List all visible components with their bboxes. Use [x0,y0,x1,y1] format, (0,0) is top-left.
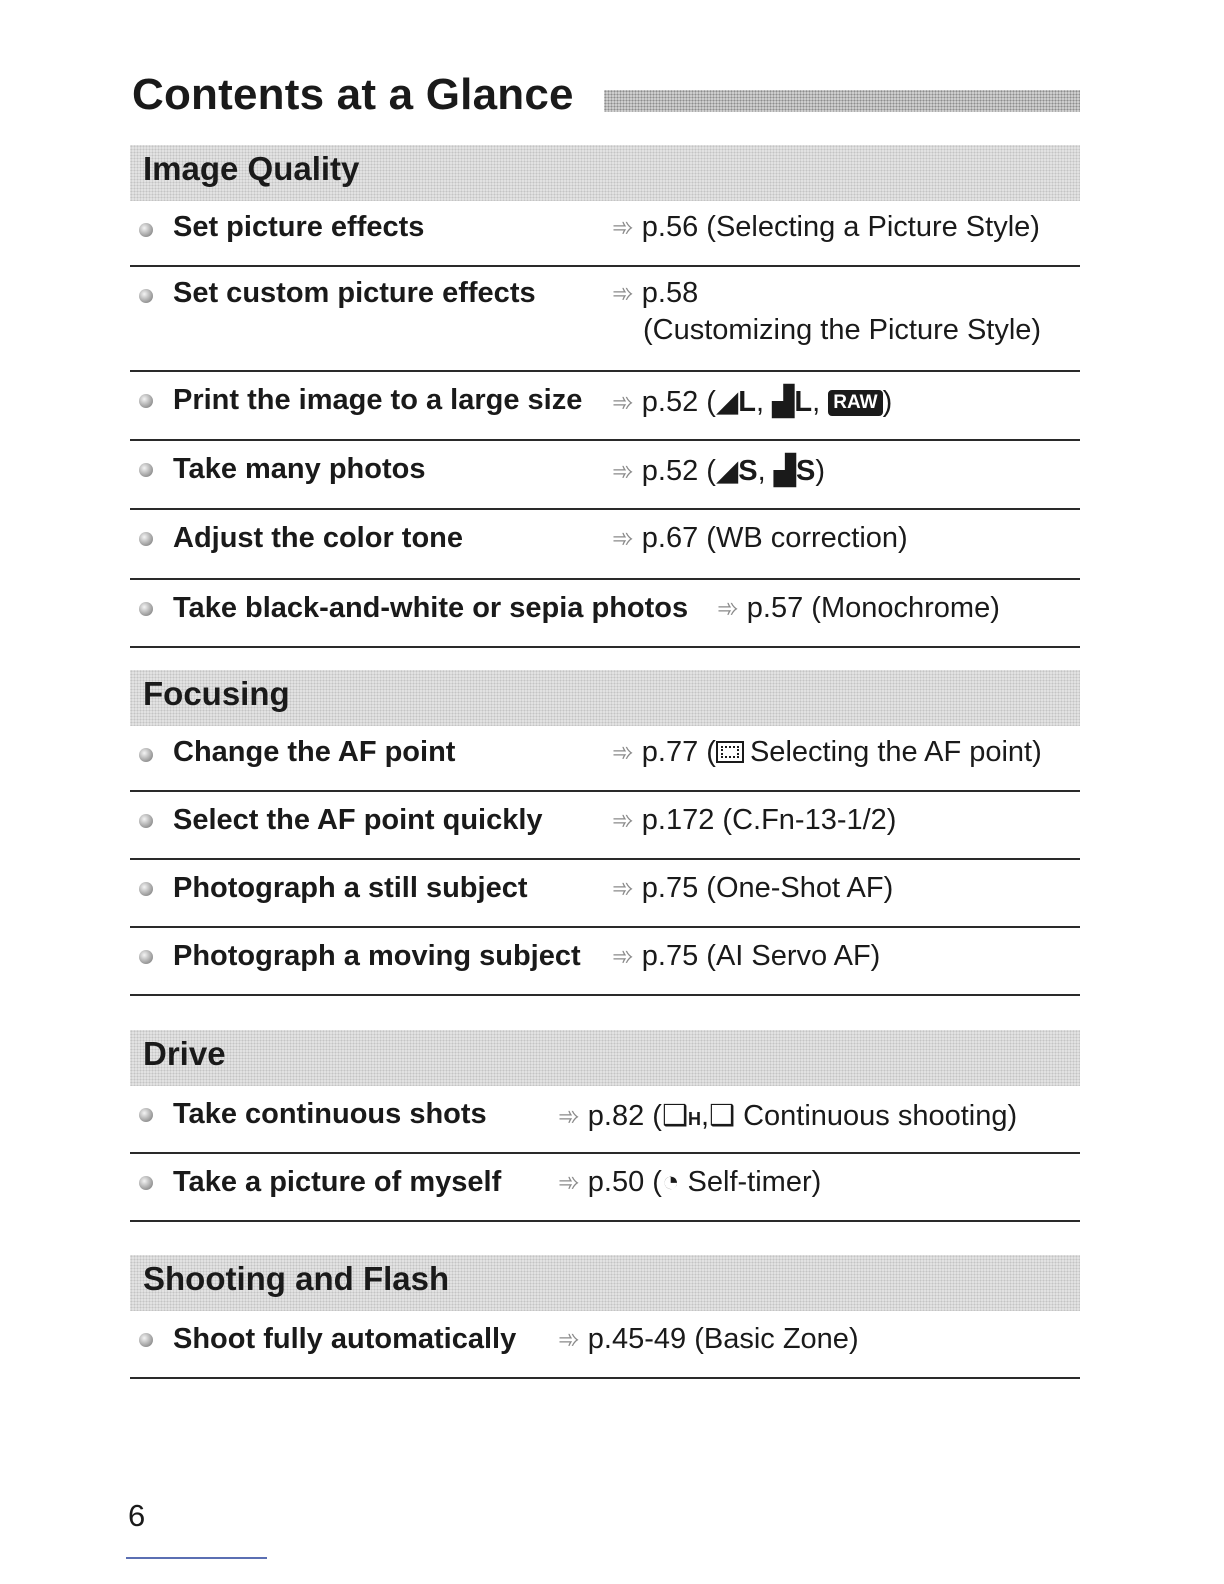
bullet-icon [139,1108,153,1122]
page-reference: ➾ p.58 [612,277,699,309]
page-reference: ➾ p.56 (Selecting a Picture Style) [612,211,1040,243]
section-header [130,1255,1080,1311]
page-reference: ➾ p.82 (❑H,❑ Continuous shooting) [558,1100,1018,1132]
section-title: Shooting and Flash [143,1260,450,1297]
list-item [130,726,1080,792]
arrow-icon: ➾ [612,737,634,767]
page-reference: ➾ p.172 (C.Fn-13-1/2) [612,804,897,836]
small-normal-quality-icon: ▟S [773,455,816,487]
large-normal-quality-icon: ▟L [772,386,813,418]
task-label: Shoot fully automatically [173,1323,517,1355]
list-item [130,441,1080,510]
section-image-quality [130,145,1080,648]
bullet-icon [139,223,153,237]
title-row [132,70,1080,126]
self-timer-icon: ◔ [661,1166,680,1198]
arrow-icon: ➾ [717,593,739,623]
list-item [130,792,1080,860]
list-item [130,510,1080,580]
bullet-icon [139,814,153,828]
page-reference: ➾ p.75 (One-Shot AF) [612,872,894,904]
arrow-icon: ➾ [612,873,634,903]
list-item [130,1311,1080,1379]
list-item [130,860,1080,928]
page-number: 6 [128,1498,146,1533]
arrow-icon: ➾ [612,387,634,417]
large-fine-quality-icon: ◢L [715,386,756,418]
list-item [130,580,1080,648]
section-title: Drive [143,1035,226,1072]
arrow-icon: ➾ [558,1101,580,1131]
bullet-icon [139,950,153,964]
section-title: Image Quality [143,150,360,187]
task-label: Photograph a still subject [173,872,528,904]
page-reference: ➾ p.52 (◢S, ▟S) [612,455,826,487]
task-label: Print the image to a large size [173,384,583,416]
page-reference: ➾ p.75 (AI Servo AF) [612,940,881,972]
arrow-icon: ➾ [612,941,634,971]
small-fine-quality-icon: ◢S [715,455,758,487]
section-focusing [130,670,1080,996]
task-label: Photograph a moving subject [173,940,581,972]
arrow-icon: ➾ [612,456,634,486]
raw-icon: RAW [828,390,882,416]
section-title: Focusing [143,675,290,712]
page-reference: ➾ p.45-49 (Basic Zone) [558,1323,859,1355]
arrow-icon: ➾ [612,523,634,553]
continuous-shooting-icon: ❑ [709,1100,736,1132]
bullet-icon [139,289,153,303]
bullet-icon [139,1333,153,1347]
arrow-icon: ➾ [558,1324,580,1354]
bullet-icon [139,602,153,616]
arrow-icon: ➾ [612,805,634,835]
title-decorative-bar [604,90,1080,112]
bullet-icon [139,748,153,762]
task-label: Select the AF point quickly [173,804,543,836]
page-number-underline [126,1557,267,1559]
continuous-high-speed-icon: ❑ [661,1100,688,1132]
bullet-icon [139,882,153,896]
page-reference: ➾ p.57 (Monochrome) [717,592,1000,624]
list-item [130,1154,1080,1222]
page-reference: ➾ p.67 (WB correction) [612,522,908,554]
section-shooting-and-flash [130,1255,1080,1379]
task-label: Take a picture of myself [173,1166,502,1198]
page-title: Contents at a Glance [132,70,574,119]
list-item [130,928,1080,996]
page-reference: ➾ p.50 (◔ Self-timer) [558,1166,822,1198]
bullet-icon [139,394,153,408]
task-label: Take black-and-white or sepia photos [173,592,689,624]
arrow-icon: ➾ [612,278,634,308]
section-drive [130,1030,1080,1222]
task-label: Set custom picture effects [173,277,536,309]
bullet-icon [139,1176,153,1190]
task-label: Change the AF point [173,736,456,768]
task-label: Set picture effects [173,211,425,243]
bullet-icon [139,532,153,546]
section-header [130,1030,1080,1086]
section-header [130,145,1080,201]
section-header [130,670,1080,726]
page-reference: ➾ p.52 (◢L, ▟L, RAW ) [612,386,893,418]
task-label: Adjust the color tone [173,522,463,554]
high-speed-subscript: H [687,1109,701,1129]
task-label: Take many photos [173,453,426,485]
list-item [130,372,1080,441]
task-label: Take continuous shots [173,1098,487,1130]
bullet-icon [139,463,153,477]
page-reference: ➾ p.77 ( Selecting the AF point) [612,736,1042,768]
list-item [130,201,1080,267]
list-item [130,267,1080,372]
page-reference-detail: (Customizing the Picture Style) [643,314,1042,346]
arrow-icon: ➾ [612,212,634,242]
arrow-icon: ➾ [558,1167,580,1197]
list-item [130,1086,1080,1154]
af-point-icon [716,741,744,763]
